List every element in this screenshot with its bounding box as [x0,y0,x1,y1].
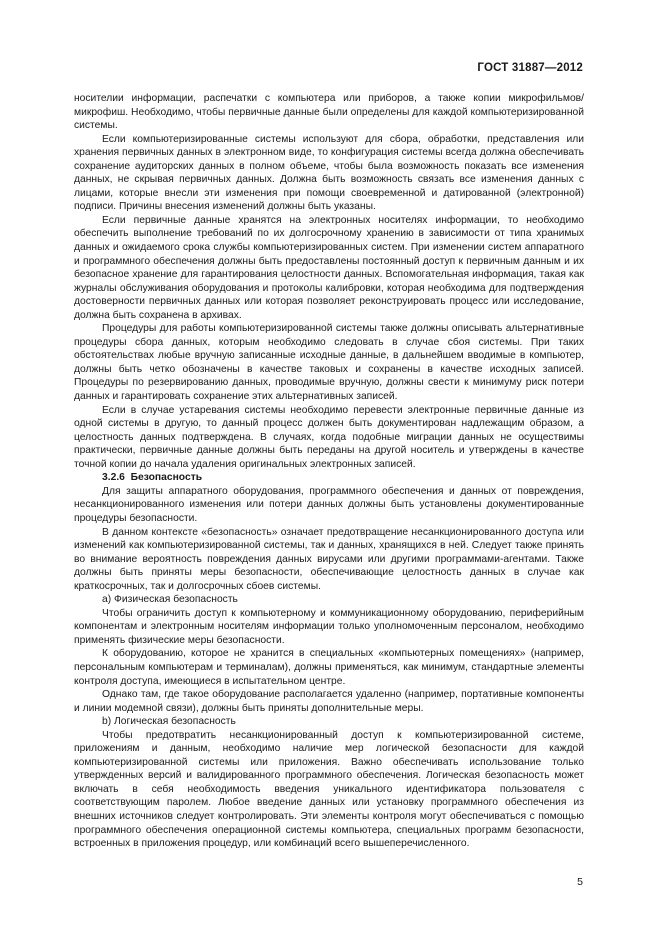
paragraph: Чтобы ограничить доступ к компьютерному и коммуникационному оборудованию, периферийным компонентам и электронным носителям информации только уполномоченным персоналом, необходимо применять физические меры безопасности. [74,607,584,646]
paragraph: Если первичные данные хранятся на электронных носителях информации, то необходимо обеспечить выполнение требований по их долгосрочному хранению в зависимости от типа хранимых данных и ожидаемого срока службы компьютеризированных систем. При изменении систем аппаратного и программного обеспечения должны быть предоставлены постоянный доступ к первичным данным и их безопасное хранение для гарантирования целостности данных. Вспомогательная информация, такая как журналы обслуживания оборудования и протоколы калибровки, которая необходима для подтверждения достоверности первичных данных или которая позволяет реконструировать процесс или исследование, должна быть сохранена в архивах. [74,214,584,321]
section-title: Безопасность [130,472,203,484]
paragraph: Для защиты аппаратного оборудования, программного обеспечения и данных от повреждения, несанкционированного изменения или потери данных должны быть установлены документированные процедуры безопасности. [74,485,584,524]
section-heading [74,471,584,485]
document-body [74,92,584,851]
paragraph: носителии информации, распечатки с компьютера или приборов, а также копии микрофильмов/микрофиш. Необходимо, чтобы первичные данные были определены для каждой компьютеризированной системы. [74,93,584,132]
section-number: 3.2.6 [102,472,125,484]
page-number: 5 [577,876,583,888]
subsection-heading-b: b) Логическая безопасность [102,716,236,728]
paragraph: Если в случае устаревания системы необходимо перевести электронные первичные данные из одной системы в другую, то данный процесс должен быть документирован надлежащим образом, а целостность данных подтверждена. В случаях, когда подобные миграции данных не осуществимы практически, первичные данные должны быть переданы на другой носитель и утверждены в качестве точной копии до начала удаления оригинальных электронных записей. [74,404,584,470]
paragraph: Чтобы предотвратить несанкционированный доступ к компьютеризированной системе, приложениям и данным, необходимо наличие мер логической безопасности для каждой компьютеризированной системы или приложения. Важно обеспечивать использование только утвержденных версий и валидированного программного обеспечения. Логическая безопасность может включать в себя необходимость введения уникального идентификатора пользователя с соответствующим паролем. Любое введение данных или установку программного обеспечения из внешних источников следует контролировать. Эти элементы контроля могут обеспечиваться с помощью программного обеспечения операционной системы компьютера, специальных программ безопасности, встроенных в приложения процедур, или комбинаций всего вышеперечисленного. [74,729,584,850]
paragraph: К оборудованию, которое не хранится в специальных «компьютерных помещениях» (например, персональным компьютерам и терминалам), должны применяться, как минимум, стандартные элементы контроля доступа, имеющиеся в испытательном центре. [74,648,584,687]
subsection-heading-a: а) Физическая безопасность [102,594,238,606]
paragraph: Если компьютеризированные системы используют для сбора, обработки, представления или хранения первичных данных в электронном виде, то конфигурация системы всегда должна обеспечивать сохранение аудиторских данных в полном объеме, чтобы была возможность показать все изменения данных, не скрывая первичных данных. Должна быть возможность связать все изменения данных с лицами, которые внесли эти изменения при помощи своевременной и датированной (электронной) подписи. Причины внесения изменений должны быть указаны. [74,133,584,213]
standard-header: ГОСТ 31887—2012 [477,62,583,74]
paragraph: Однако там, где такое оборудование располагается удаленно (например, портативные компоненты и линии модемной связи), должны быть приняты дополнительные меры. [74,689,584,714]
paragraph: В данном контексте «безопасность» означает предотвращение несанкционированного доступа или изменений как компьютеризированной системы, так и данных, хранящихся в ней. Следует также принять во внимание вероятность повреждения данных вирусами или другими программами-агентами. Также должны быть приняты меры безопасности, обеспечивающие целостность данных в случае как краткосрочных, так и долгосрочных сбоев системы. [74,526,584,592]
paragraph: Процедуры для работы компьютеризированной системы также должны описывать альтернативные процедуры сбора данных, которым необходимо следовать в случае сбоя системы. При таких обстоятельствах любые вручную записанные исходные данные, в дальнейшем вводимые в компьютер, должны быть четко обозначены в качестве таковых и сохранены в качестве исходных записей. Процедуры по резервированию данных, проводимые вручную, должны свести к минимуму риск потери данных и гарантировать сохранение этих альтернативных записей. [74,323,584,403]
